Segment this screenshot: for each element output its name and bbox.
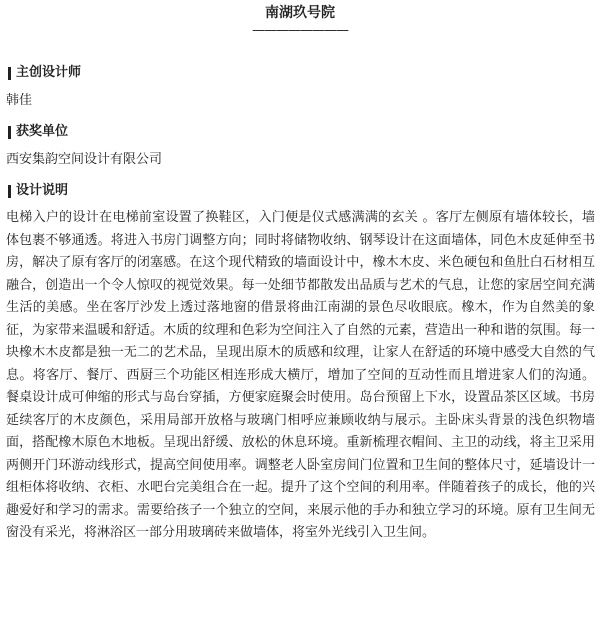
section-heading-label: 主创设计师	[16, 65, 82, 80]
heading-bar-marker	[8, 67, 11, 80]
description-body: 电梯入户的设计在电梯前室设置了换鞋区，入门便是仪式感满满的玄关 。客厅左侧原有墙体较长，墙体包裹不够通透。将进入书房门调整方向；同时将储物收纳、钢琴设计在这面墙体，同色木皮延伸至书房，解决了原有客厅的闭塞感。在这个现代精致的墙面设计中，橡木木皮、米色硬包和鱼肚白石材相互融合，创造出一个令人惊叹的视觉效果。每一处细节都散发出品质与艺术的气息，让您的家居空间充满生活的美感。坐在客厅沙发上透过落地窗的借景将曲江南湖的景色尽收眼底。橡木，作为自然美的象征，为家带来温暖和舒适。木质的纹理和色彩为空间注入了自然的元素，营造出一种和谐的氛围。每一块橡木木皮都是独一无二的艺术品，呈现出原木的质感和纹理，让家人在舒适的环境中感受大自然的气息。将客厅、餐厅、西厨三个功能区相连形成大横厅，增加了空间的互动性而且增进家人们的沟通。 餐桌设计成可伸缩的形式与岛台穿插，方便家庭聚会时使用。岛台预留上下水，设置品茶区区域。书房延续客厅的木皮颜色，采用局部开放格与玻璃门相呼应兼顾收纳与展示。主卧床头背景的浅色织物墙面，搭配橡木原色木地板。呈现出舒缓、放松的休息环境。重新梳理衣帽间、主卫的动线，将主卫采用两侧开门环游动线形式，提高空间使用率。调整老人卧室房间门位置和卫生间的整体尺寸，延墙设计一组柜体将收纳、衣柜、水吧台完美组合在一起。提升了这个空间的利用率。伴随着孩子的成长，他的兴趣爱好和学习的需求。需要给孩子一个独立的空间，来展示他的手办和独立学习的环境。原有卫生间无窗没有采光，将淋浴区一部分用玻璃砖来做墙体，将室外光线引入卫生间。	[6, 210, 595, 540]
section-heading-description	[8, 182, 68, 200]
title-underline: ————————	[252, 23, 348, 38]
page-title: 南湖玖号院	[265, 5, 335, 21]
heading-bar-marker	[8, 126, 11, 139]
heading-bar-marker	[8, 185, 11, 198]
award-company: 西安集韵空间设计有限公司	[6, 152, 163, 167]
designer-name: 韩佳	[6, 93, 33, 108]
section-heading-label: 获奖单位	[16, 124, 69, 139]
section-heading-award	[8, 123, 68, 141]
section-heading-designer	[8, 64, 81, 82]
section-heading-label: 设计说明	[16, 183, 69, 198]
